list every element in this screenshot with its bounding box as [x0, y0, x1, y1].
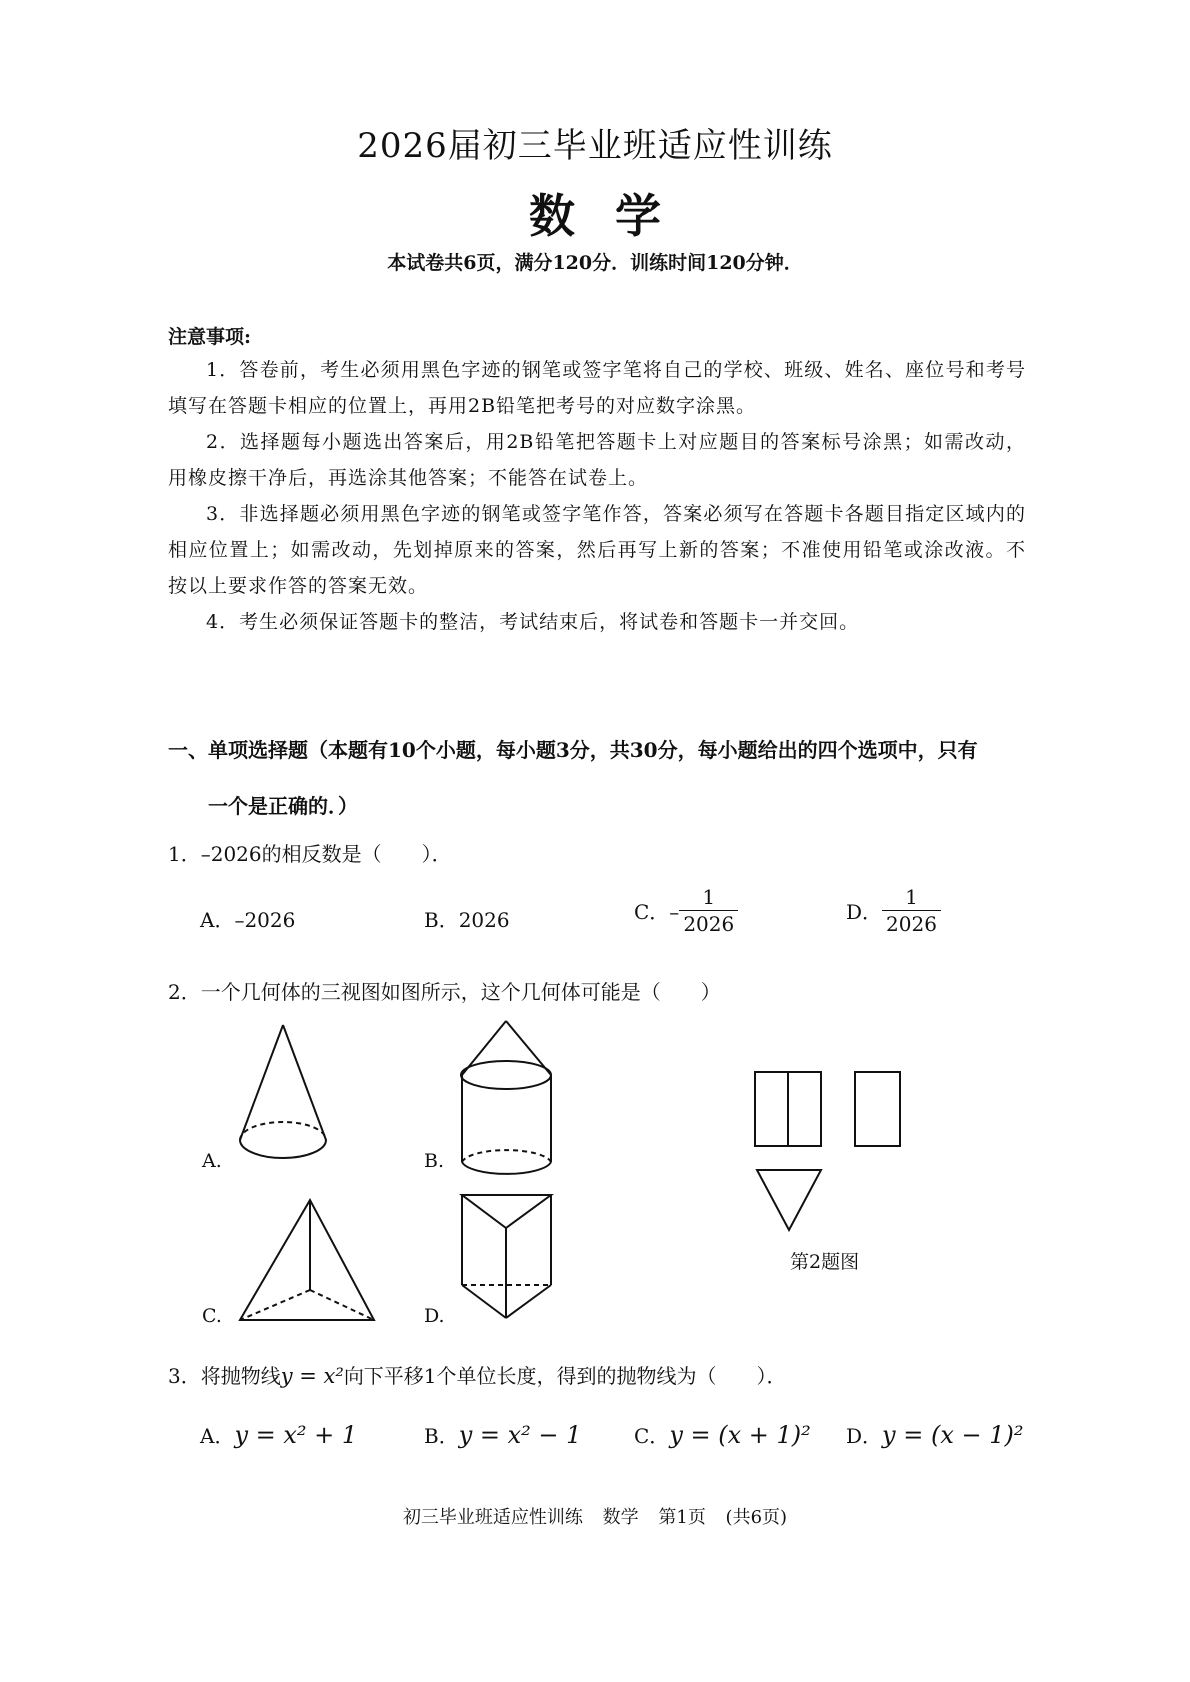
section-1-heading-cont: 一个是正确的．）	[208, 794, 358, 818]
fraction-denominator: 2026	[683, 912, 735, 936]
question-2-stem: 2．一个几何体的三视图如图所示，这个几何体可能是（ ）	[168, 980, 721, 1004]
q2-option-d-label: D.	[424, 1305, 445, 1327]
q1-option-c-label: C．–	[634, 900, 680, 924]
question-3-stem	[168, 1360, 787, 1389]
q2-option-b-label: B.	[424, 1150, 445, 1172]
q1-option-a: A．–2026	[200, 908, 296, 932]
q3-option-b-label: B．	[424, 1424, 459, 1448]
section-1-heading: 一、单项选择题（本题有10个小题，每小题3分，共30分，每小题给出的四个选项中，只有	[168, 738, 978, 762]
notice-item-4: 4．考生必须保证答题卡的整洁，考试结束后，将试卷和答题卡一并交回。	[206, 611, 860, 633]
exam-info: 本试卷共6页，满分120分．训练时间120分钟．	[387, 252, 803, 274]
notice-item-1: 1．答卷前，考生必须用黑色字迹的钢笔或签字笔将自己的学校、班级、姓名、座位号和考号填写在答题卡相应的位置上，再用2B铅笔把考号的对应数字涂黑。	[168, 359, 1026, 417]
q3-option-c-label: C．	[634, 1424, 670, 1448]
q3-stem-post: 向下平移1个单位长度，得到的抛物线为（ ）．	[343, 1364, 787, 1388]
q1-option-d-label: D．	[846, 900, 883, 924]
notice-item-3: 3．非选择题必须用黑色字迹的钢笔或签字笔作答，答案必须写在答题卡各题目指定区域内的相应位置上；如需改动，先划掉原来的答案，然后再写上新的答案；不准使用铅笔或涂改液。不按以上要求作答的答案无效。	[168, 503, 1026, 597]
q3-stem-pre: 3．将抛物线	[168, 1364, 281, 1388]
exam-title: 2026届初三毕业班适应性训练	[357, 126, 833, 166]
top-view	[757, 1170, 821, 1230]
q3-stem-formula: y = x²	[280, 1364, 344, 1388]
cylinder-with-cone-figure	[461, 1021, 551, 1174]
q3-option-a	[200, 1420, 357, 1449]
q3-option-b-formula: y = x² − 1	[458, 1421, 582, 1449]
figure-caption: 第2题图	[790, 1251, 860, 1273]
tetrahedron-figure	[240, 1200, 374, 1320]
q3-option-d-label: D．	[846, 1424, 883, 1448]
q3-option-b	[424, 1420, 581, 1449]
q2-option-c-label: C.	[202, 1305, 222, 1327]
side-view	[855, 1072, 900, 1146]
notice-heading: 注意事项:	[168, 326, 252, 348]
question-1-stem: 1．–2026的相反数是（ ）．	[168, 842, 452, 866]
q3-option-a-formula: y = x² + 1	[234, 1421, 358, 1449]
q2-option-a-label: A.	[202, 1150, 222, 1172]
triangular-prism-figure	[462, 1195, 551, 1318]
cone-figure	[240, 1025, 326, 1158]
page-footer: 初三毕业班适应性训练 数学 第1页 (共6页)	[402, 1507, 788, 1528]
notice-item-2: 2．选择题每小题选出答案后，用2B铅笔把答题卡上对应题目的答案标号涂黑；如需改动，用橡皮擦干净后，再选涂其他答案；不能答在试卷上。	[168, 431, 1026, 489]
q3-option-c-formula: y = (x + 1)²	[669, 1421, 811, 1449]
fraction-numerator: 1	[882, 884, 941, 911]
q3-option-d-formula: y = (x − 1)²	[882, 1421, 1024, 1449]
fraction-numerator: 1	[679, 884, 738, 911]
q3-option-c	[634, 1420, 811, 1449]
fraction-denominator: 2026	[886, 912, 937, 936]
three-view-drawing	[755, 1072, 900, 1230]
q3-option-a-label: A．	[200, 1424, 235, 1448]
q1-option-b: B．2026	[424, 908, 510, 932]
q3-option-d	[846, 1420, 1024, 1449]
subject-title: 数学	[529, 189, 701, 243]
